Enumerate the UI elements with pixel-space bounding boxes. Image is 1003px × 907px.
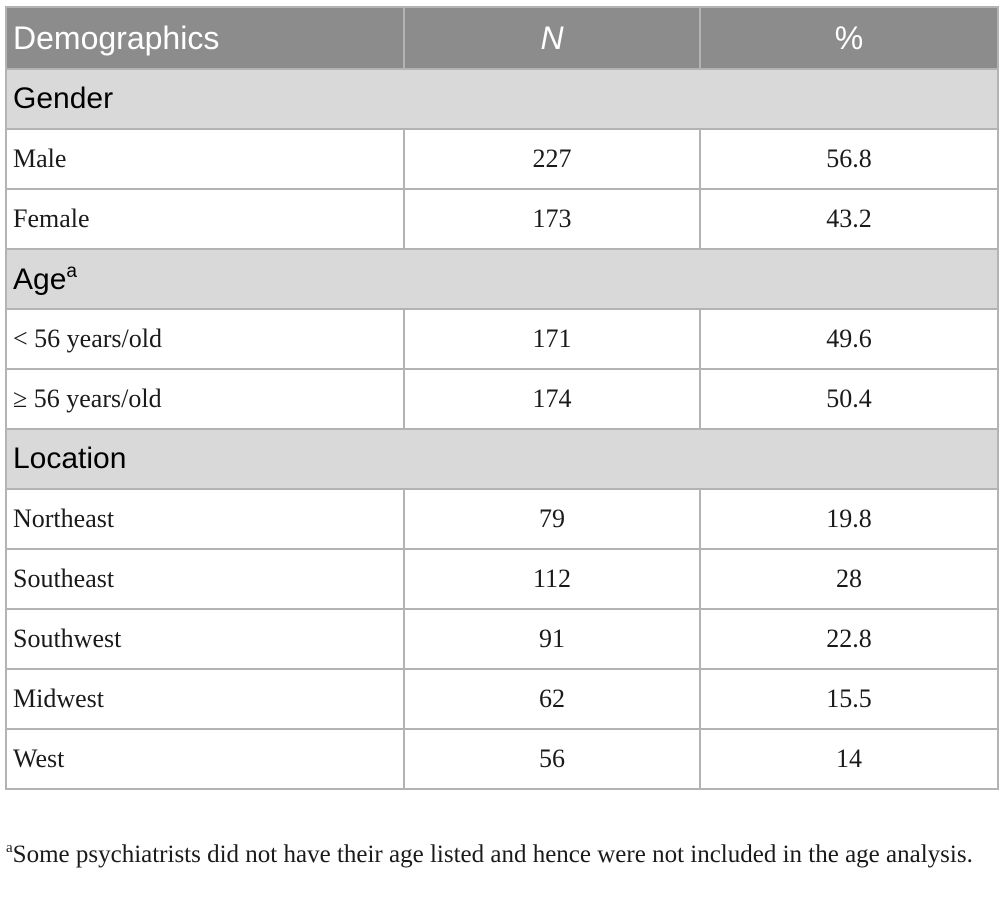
demographics-table-container [5,6,997,790]
section-row-location [6,429,998,489]
row-n: 112 [404,549,700,609]
row-n: 227 [404,129,700,189]
row-label: ≥ 56 years/old [6,369,404,429]
section-header [6,69,998,129]
section-header [6,249,998,309]
section-title: Gender [13,82,114,115]
section-row-gender [6,69,998,129]
section-title: Age [13,263,67,296]
row-n: 173 [404,189,700,249]
table-row [6,189,998,249]
row-percent: 19.8 [700,489,998,549]
footnote-marker: a [66,261,77,282]
table-row [6,369,998,429]
header-demographics: Demographics [6,7,404,69]
row-n: 171 [404,309,700,369]
row-label: Northeast [6,489,404,549]
row-n: 79 [404,489,700,549]
header-row [6,7,998,69]
row-label: Southeast [6,549,404,609]
table-row [6,549,998,609]
row-percent: 43.2 [700,189,998,249]
header-n-label: N [540,19,564,56]
table-body [6,69,998,789]
row-label: Southwest [6,609,404,669]
header-percent: % [700,7,998,69]
table-footnote [6,832,996,871]
row-percent: 50.4 [700,369,998,429]
row-n: 174 [404,369,700,429]
row-percent: 49.6 [700,309,998,369]
row-n: 62 [404,669,700,729]
section-row-age [6,249,998,309]
row-label: < 56 years/old [6,309,404,369]
footnote-text: Some psychiatrists did not have their age listed and hence were not included in the age analysis. [12,841,973,868]
table-row [6,489,998,549]
header-n [404,7,700,69]
row-percent: 22.8 [700,609,998,669]
row-percent: 28 [700,549,998,609]
table-header [6,7,998,69]
table-row [6,729,998,789]
row-n: 91 [404,609,700,669]
table-row [6,609,998,669]
row-percent: 15.5 [700,669,998,729]
row-n: 56 [404,729,700,789]
section-header [6,429,998,489]
row-label: West [6,729,404,789]
row-percent: 56.8 [700,129,998,189]
table-row [6,309,998,369]
table-row [6,669,998,729]
row-label: Male [6,129,404,189]
table-row [6,129,998,189]
row-percent: 14 [700,729,998,789]
footnote-marker: a [6,840,13,856]
demographics-table [5,6,999,790]
row-label: Midwest [6,669,404,729]
row-label: Female [6,189,404,249]
section-title: Location [13,442,127,475]
